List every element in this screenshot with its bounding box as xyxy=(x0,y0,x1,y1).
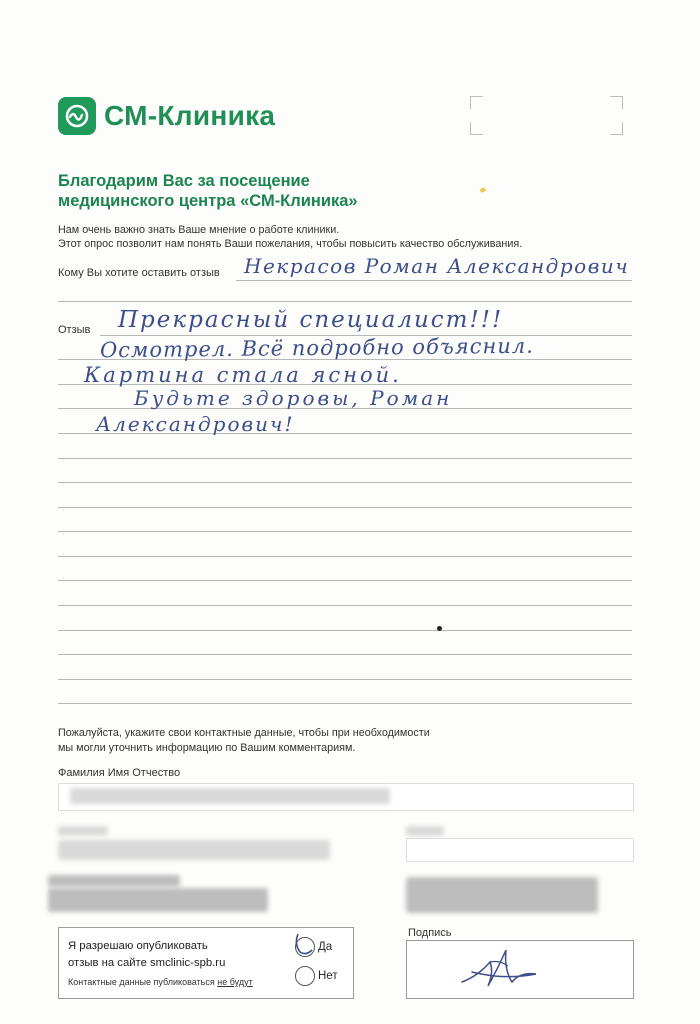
paper-speck xyxy=(479,187,486,193)
consent-text: отзыв на сайте smclinic-spb.ru xyxy=(68,957,226,969)
consent-note-prefix: Контактные данные публиковаться xyxy=(68,977,218,987)
consent-note xyxy=(68,977,253,987)
consent-yes-label: Да xyxy=(318,941,333,953)
logo-icon xyxy=(58,97,96,135)
redacted-handwriting xyxy=(48,888,268,912)
redacted-handwriting xyxy=(48,875,180,887)
form-line xyxy=(58,531,632,532)
stamp-corner xyxy=(470,122,483,135)
stamp-corner xyxy=(610,96,623,109)
email-field[interactable] xyxy=(406,838,634,862)
consent-note-emph: не будут xyxy=(217,977,253,987)
form-line xyxy=(58,482,632,483)
form-line xyxy=(58,301,632,302)
form-line xyxy=(58,507,632,508)
review-handwriting-line[interactable]: Александрович! xyxy=(96,412,295,436)
consent-no-radio[interactable] xyxy=(295,966,315,986)
form-line xyxy=(58,556,632,557)
review-handwriting-line[interactable]: Картина стала ясной. xyxy=(84,363,402,387)
contacts-intro: Пожалуйста, укажите свои контактные данные, чтобы при необходимости xyxy=(58,727,430,739)
form-line xyxy=(58,580,632,581)
logo-text: СМ-Клиника xyxy=(104,100,276,131)
recipient-label: Кому Вы хотите оставить отзыв xyxy=(58,267,220,279)
form-line xyxy=(58,630,632,631)
review-handwriting-line[interactable]: Прекрасный специалист!!! xyxy=(118,307,504,333)
intro-text: Нам очень важно знать Ваше мнение о работе клиники. xyxy=(58,224,340,236)
form-line xyxy=(58,654,632,655)
form-line xyxy=(58,458,632,459)
form-line xyxy=(58,703,632,704)
logo-mark-icon xyxy=(58,97,96,135)
fio-label: Фамилия Имя Отчество xyxy=(58,767,181,779)
review-label: Отзыв xyxy=(58,324,91,336)
redacted-label xyxy=(406,826,444,836)
review-handwriting-line[interactable]: Осмотрел. Всё подробно объяснил. xyxy=(99,333,535,363)
redacted-label xyxy=(58,826,108,836)
intro-text: Этот опрос позволит нам понять Ваши пожелания, чтобы повысить качество обслуживания. xyxy=(58,238,523,250)
signature-label: Подпись xyxy=(408,927,452,939)
recipient-line xyxy=(236,280,632,281)
redacted-phone xyxy=(58,840,330,860)
consent-no-label: Нет xyxy=(318,970,338,982)
redacted-handwriting xyxy=(406,877,598,913)
contacts-intro: мы могли уточнить информацию по Вашим комментариям. xyxy=(58,742,356,754)
recipient-value[interactable]: Некрасов Роман Александрович xyxy=(244,254,630,278)
title-line: Благодарим Вас за посещение xyxy=(58,172,310,190)
title-line: медицинского центра «СМ-Клиника» xyxy=(58,192,358,210)
page-title xyxy=(58,171,458,211)
ink-speck xyxy=(437,626,442,631)
checkmark-icon xyxy=(292,930,318,960)
form-line xyxy=(58,605,632,606)
stamp-corner xyxy=(470,96,483,109)
stamp-corner xyxy=(610,122,623,135)
review-handwriting-line[interactable]: Будьте здоровы, Роман xyxy=(134,386,453,410)
consent-text: Я разрешаю опубликовать xyxy=(68,940,208,952)
form-line xyxy=(58,679,632,680)
redacted-fio xyxy=(70,788,390,804)
signature-icon xyxy=(450,942,560,994)
